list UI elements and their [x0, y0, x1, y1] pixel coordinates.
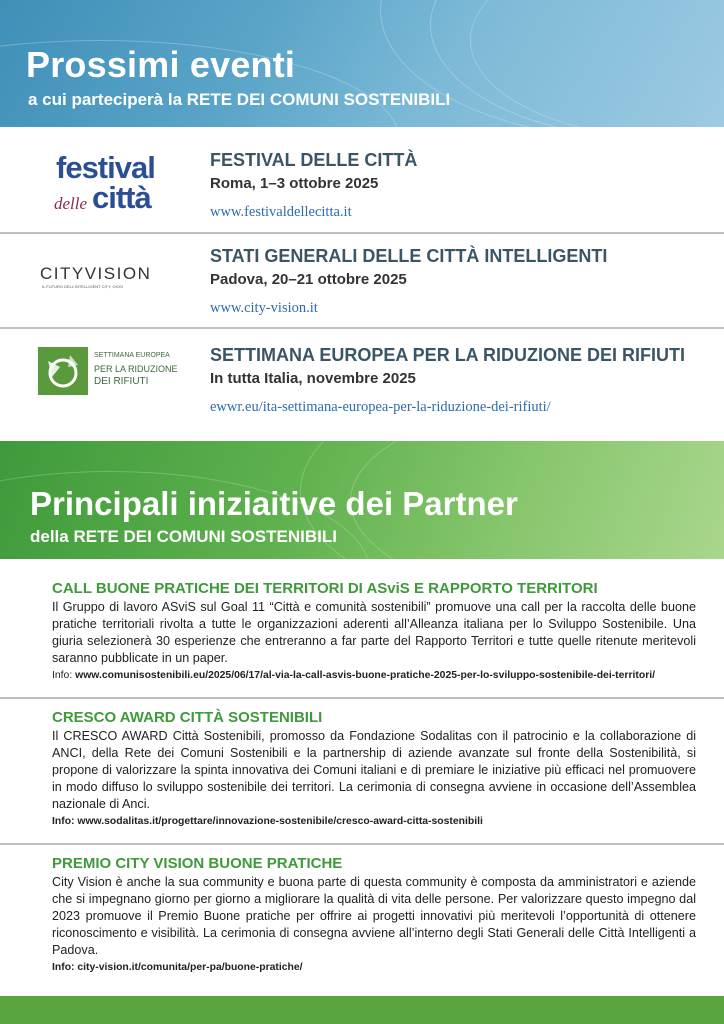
info-link[interactable]: www.comunisostenibili.eu/2025/06/17/al-via-la-call-asvis-buone-pratiche-2025-per-lo-sviluppo-sostenibile-dei-territori/	[75, 670, 656, 681]
ewwr-logo-icon	[38, 347, 88, 395]
event-link[interactable]: ewwr.eu/ita-settimana-europea-per-la-riduzione-dei-rifiuti/	[210, 399, 551, 415]
divider	[0, 327, 724, 329]
event-date: Roma, 1–3 ottobre 2025	[210, 175, 379, 192]
event-date: In tutta Italia, novembre 2025	[210, 370, 416, 387]
initiative-body: City Vision è anche la sua community e buona parte di questa community è composta da amministratori e aziende che si impegnano giorno per giorno a migliorare la qualità di vita delle persone. Per valorizzare questo impegno dal 2023 promuove il Premio Buone pratiche per offrire ai progetti innovativi più meritevoli l’opportunità di ottenere riconoscimento e visibilità. La cerimonia di consegna avviene all’interno degli Stati Generali delle Città Intelligenti a Padova.	[52, 875, 696, 957]
page-subtitle: a cui parteciperà la RETE DEI COMUNI SOSTENIBILI	[28, 90, 451, 109]
initiative-cityvision	[52, 855, 696, 973]
ewwr-logo-line2: PER LA RIDUZIONE	[94, 364, 178, 374]
festival-logo-citta: città	[92, 180, 151, 215]
event-ewwr-logo	[38, 347, 178, 395]
festival-logo-text: festival	[56, 150, 155, 185]
festival-logo-delle: delle	[54, 194, 88, 213]
divider	[0, 232, 724, 234]
ewwr-logo-line1: SETTIMANA EUROPEA	[94, 352, 170, 359]
info-label: Info:	[52, 962, 78, 973]
initiative-body: Il CRESCO AWARD Città Sostenibili, promosso da Fondazione Sodalitas con il patrocinio e la collaborazione di ANCI, della Rete dei Comuni Sostenibili e la partnership di aziende avanzate sul fronte della Sostenibilità, si propone di valorizzare la spinta innovativa dei Comuni italiani e di premiare le iniziative più efficaci nel promuovere in modo diffuso lo sviluppo sostenibile dei territori. La cerimonia di consegna avviene in occasione dell’Assemblea nazionale di Anci.	[52, 729, 696, 811]
divider	[0, 843, 724, 845]
event-festival-logo	[54, 150, 178, 220]
initiative-asvis	[52, 580, 696, 681]
info-link[interactable]: www.sodalitas.it/progettare/innovazione-sostenibile/cresco-award-citta-sostenibili	[77, 816, 483, 827]
initiative-title: PREMIO CITY VISION BUONE PRATICHE	[52, 855, 343, 872]
divider	[0, 697, 724, 699]
partners-title: Principali iniziaitive dei Partner	[30, 485, 518, 522]
partners-subtitle: della RETE DEI COMUNI SOSTENIBILI	[30, 527, 337, 546]
initiative-info	[52, 670, 696, 681]
event-date: Padova, 20–21 ottobre 2025	[210, 271, 407, 288]
info-label: Info:	[52, 670, 76, 681]
initiative-info	[52, 816, 696, 827]
info-label: Info:	[52, 816, 78, 827]
page-title: Prossimi eventi	[26, 44, 296, 85]
event-link[interactable]: www.festivaldellecitta.it	[210, 204, 352, 220]
initiative-info	[52, 962, 696, 973]
info-link[interactable]: city-vision.it/comunita/per-pa/buone-pratiche/	[77, 962, 303, 973]
footer-bar	[0, 996, 724, 1024]
initiative-title: CRESCO AWARD CITTÀ SOSTENIBILI	[52, 709, 323, 726]
event-cityvision-logo	[40, 264, 170, 294]
cityvision-logo-tagline: IL FUTURO DELL'INTELLIGENT CITY, OGGI	[42, 284, 123, 289]
initiative-body: Il Gruppo di lavoro ASviS sul Goal 11 “Città e comunità sostenibili” promuove una call per la raccolta delle buone pratiche territoriali rivolta a tutte le organizzazioni aderenti all’Alleanza italiana per lo Sviluppo Sostenibile. Una giuria selezionerà 30 esperienze che entreranno a far parte del Rapporto Territori e tutte quelle ritenute meritevoli saranno pubblicate in un paper.	[52, 600, 696, 665]
event-title: FESTIVAL DELLE CITTÀ	[210, 150, 418, 170]
event-link[interactable]: www.city-vision.it	[210, 300, 318, 316]
initiative-cresco	[52, 709, 696, 827]
event-title: SETTIMANA EUROPEA PER LA RIDUZIONE DEI RIFIUTI	[210, 345, 686, 365]
ewwr-logo-line3: DEI RIFIUTI	[94, 376, 149, 387]
event-title: STATI GENERALI DELLE CITTÀ INTELLIGENTI	[210, 246, 608, 266]
cityvision-logo-text: CITYVISION	[40, 264, 152, 283]
initiative-title: CALL BUONE PRATICHE DEI TERRITORI DI ASviS E RAPPORTO TERRITORI	[52, 580, 598, 597]
